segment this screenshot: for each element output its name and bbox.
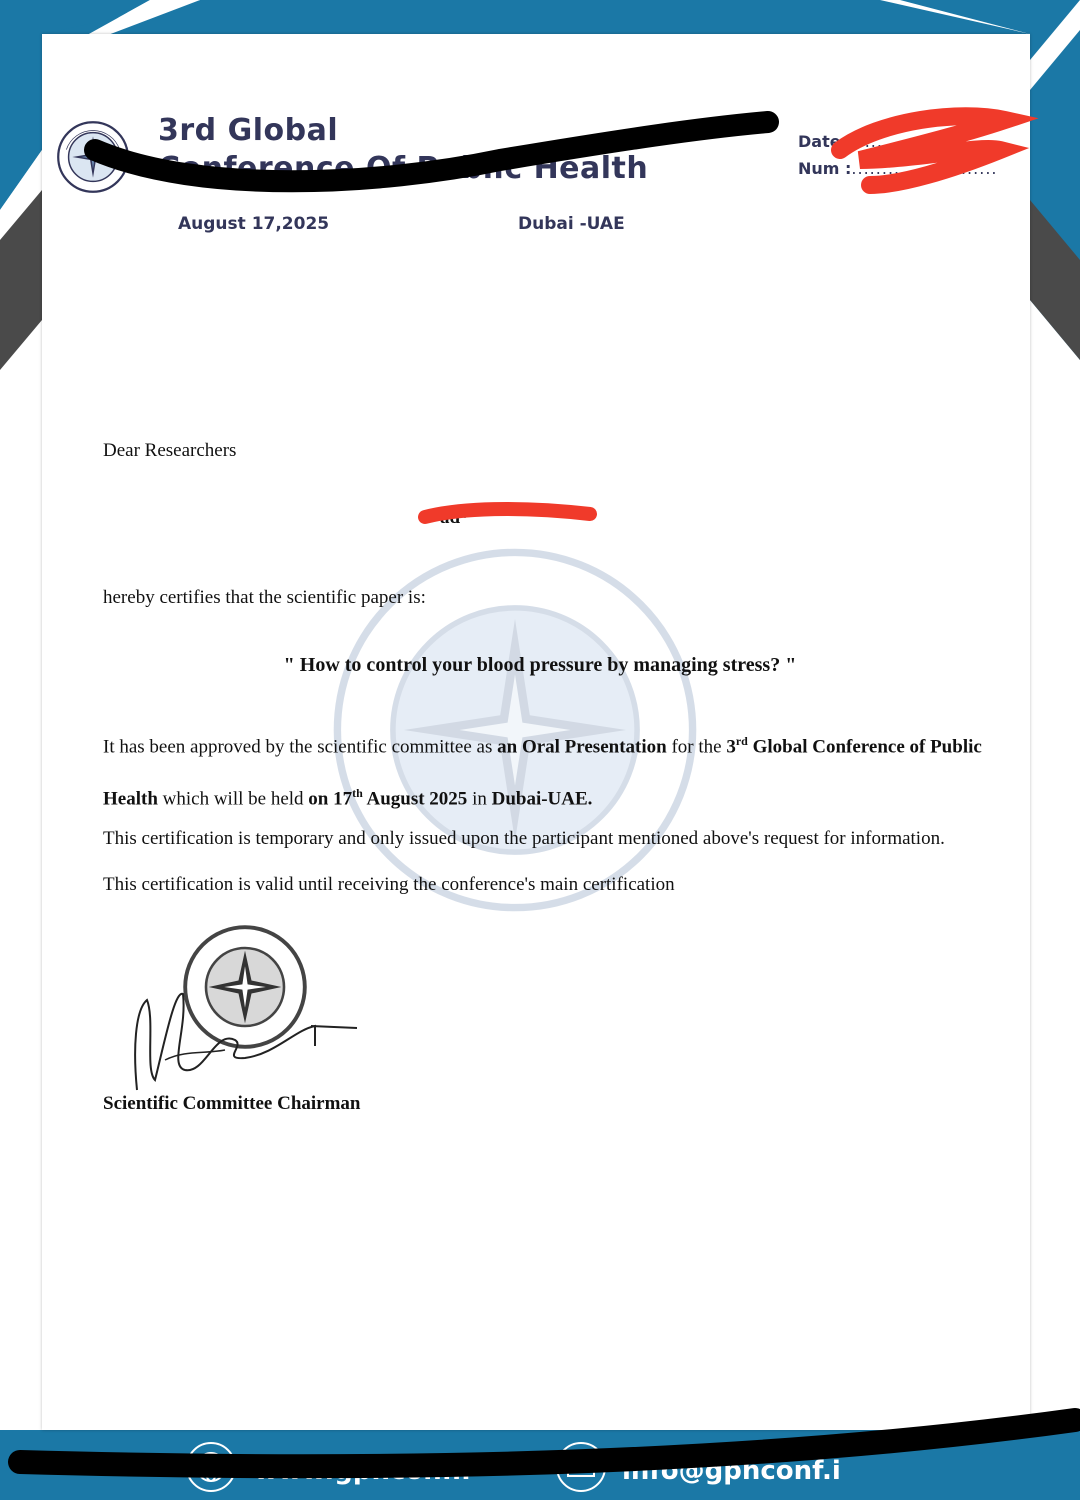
globe-icon	[184, 1440, 238, 1494]
event-day: on 17	[308, 788, 353, 810]
certifies-text: hereby certifies that the scientific paper is:	[103, 587, 426, 608]
conference-ordinal-suffix: rd	[735, 734, 748, 748]
number-label: Num :	[798, 159, 852, 178]
number-value: ........................	[851, 159, 998, 178]
approval-text-3: which will be held	[157, 788, 309, 810]
event-date: August 17,2025	[178, 214, 330, 234]
conference-ordinal: 3	[726, 736, 736, 758]
event-month-year: August 2025	[362, 788, 468, 810]
validity-notice: This certification is valid until receiving the conference's main certification	[103, 874, 675, 895]
conference-title-line1: 3rd Global	[158, 113, 339, 148]
presentation-type: an Oral Presentation	[497, 736, 667, 758]
conference-name: Global Conference of Public Health	[103, 736, 982, 810]
mail-icon	[554, 1440, 608, 1494]
temporary-notice: This certification is temporary and only issued upon the participant mentioned above's request for information.	[103, 828, 945, 849]
approval-text-2: for the	[666, 736, 727, 758]
number-field	[798, 155, 997, 182]
salutation: Dear Researchers	[103, 440, 237, 461]
footer-website: www.gphconf.i	[254, 1456, 471, 1486]
paper-title: " How to control your blood pressure by managing stress? "	[283, 654, 797, 676]
date-field	[798, 128, 997, 155]
date-value: .......................	[852, 132, 993, 151]
approval-paragraph	[103, 718, 983, 823]
event-location: Dubai -UAE	[518, 214, 625, 234]
reference-block	[798, 128, 997, 182]
event-city: Dubai-UAE.	[491, 788, 593, 810]
handwritten-signature	[125, 970, 365, 1100]
event-day-suffix: th	[352, 786, 363, 801]
signatory-title: Scientific Committee Chairman	[103, 1093, 361, 1114]
conference-logo	[56, 120, 130, 194]
approval-text-1: It has been approved by the scientific committee as	[103, 736, 498, 758]
footer-email: info@gphconf.i	[622, 1456, 841, 1486]
date-label: Date :	[798, 132, 853, 151]
approval-text-4: in	[467, 788, 492, 810]
conference-title-line2: Conference Of Public Health	[158, 151, 649, 186]
author-name: ad*	[440, 507, 470, 528]
conference-title	[158, 112, 648, 188]
